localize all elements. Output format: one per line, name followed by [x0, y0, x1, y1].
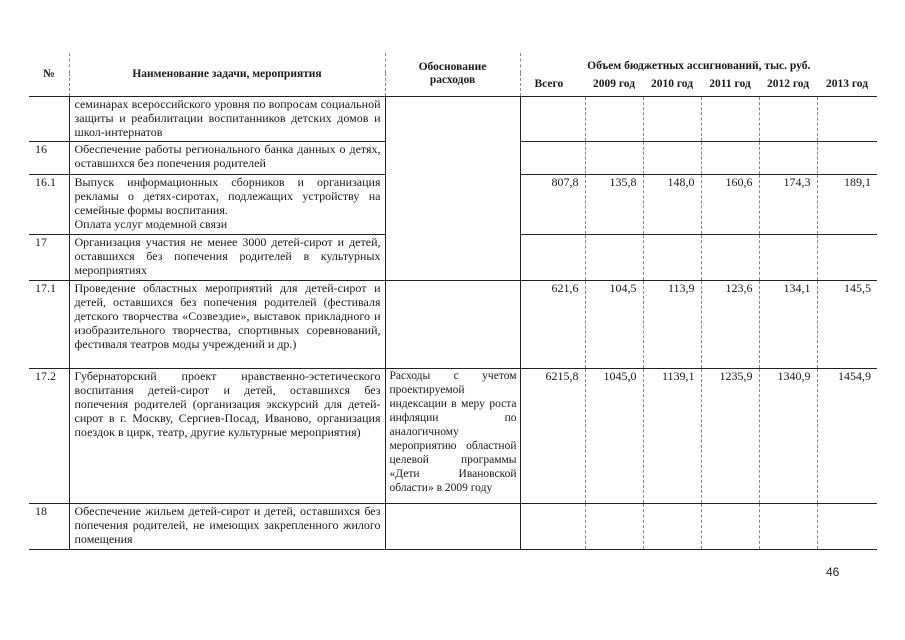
row-2013: 145,5	[817, 280, 877, 368]
row-2010	[643, 96, 701, 141]
row-2011: 123,6	[701, 280, 759, 368]
row-num	[29, 96, 69, 141]
row-2011	[701, 141, 759, 174]
budget-table	[29, 53, 877, 550]
row-name: Выпуск информационных сборников и организация рекламы о детях-сиротах, подлежащих устройству на семейные формы воспитания.	[74, 174, 381, 217]
row-2013: 1454,9	[817, 368, 877, 503]
header-budget-group: Объем бюджетных ассигнований, тыс. руб.	[520, 53, 877, 73]
row-2011: 1235,9	[701, 368, 759, 503]
row-justification: Расходы с учетом проектируемой индексации в меру роста инфляции по аналогичному мероприятию областной целевой программы «Дети Ивановской области» в 2009 году	[385, 368, 520, 503]
row-2012	[759, 141, 817, 174]
row-2009	[585, 234, 643, 280]
header-name: Наименование задачи, мероприятия	[69, 53, 385, 96]
row-total: 6215,8	[520, 368, 585, 503]
row-2011	[701, 96, 759, 141]
row-2012	[759, 503, 817, 549]
header-2009: 2009 год	[592, 77, 636, 90]
header-2010: 2010 год	[650, 77, 694, 90]
row-2009	[585, 503, 643, 549]
table-row	[29, 503, 877, 549]
row-name: Организация участия не менее 3000 детей-сирот и детей, оставшихся без попечения родителей в культурных мероприятиях	[69, 234, 385, 280]
row-total	[520, 503, 585, 549]
row-2009: 135,8	[585, 174, 643, 234]
row-total: 807,8	[520, 174, 585, 234]
row-2011	[701, 503, 759, 549]
row-2012: 1340,9	[759, 368, 817, 503]
row-2010: 148,0	[643, 174, 701, 234]
row-2013	[817, 234, 877, 280]
row-2012: 174,3	[759, 174, 817, 234]
row-2012: 134,1	[759, 280, 817, 368]
row-name-extra: Оплата услуг модемной связи	[74, 216, 228, 231]
row-2010: 1139,1	[643, 368, 701, 503]
table-row	[29, 368, 877, 503]
row-2010: 113,9	[643, 280, 701, 368]
header-num: №	[42, 67, 55, 80]
row-2009: 104,5	[585, 280, 643, 368]
table-row	[29, 280, 877, 368]
header-2011: 2011 год	[709, 77, 751, 90]
row-2012	[759, 234, 817, 280]
row-2009: 1045,0	[585, 368, 643, 503]
row-total: 621,6	[520, 280, 585, 368]
row-2009	[585, 96, 643, 141]
row-2011: 160,6	[701, 174, 759, 234]
row-2009	[585, 141, 643, 174]
row-2011	[701, 234, 759, 280]
row-2010	[643, 234, 701, 280]
row-name: Губернаторский проект нравственно-эстетического воспитания детей-сирот и детей, оставшихся без попечения родителей (организация экскурсий для детей-сирот в г. Москву, Сергиев-Посад, Иваново, организация поездок в цирк, театр, другие культурные мероприятия)	[69, 368, 385, 503]
row-2013	[817, 96, 877, 141]
row-num: 17	[35, 234, 47, 249]
row-num: 17.2	[35, 368, 56, 383]
row-justification	[385, 280, 520, 368]
row-2013	[817, 141, 877, 174]
row-num: 16	[35, 141, 47, 156]
row-name: семинарах всероссийского уровня по вопросам социальной защиты и реабилитации воспитанников детских домов и школ-интернатов	[69, 96, 385, 141]
header-total: Всего	[520, 73, 585, 96]
row-2013: 189,1	[817, 174, 877, 234]
row-total	[520, 96, 585, 141]
row-2010	[643, 503, 701, 549]
header-2013: 2013 год	[825, 77, 869, 90]
row-name: Проведение областных мероприятий для детей-сирот и детей, оставшихся без попечения родителей (фестиваля детского творчества «Созвездие», выставок прикладного и изобразительного творчества, спортивных соревнований, фестиваля театров моды учреждений и др.)	[69, 280, 385, 368]
row-total	[520, 141, 585, 174]
row-2013	[817, 503, 877, 549]
row-2010	[643, 141, 701, 174]
row-total	[520, 234, 585, 280]
row-name: Обеспечение жильем детей-сирот и детей, оставшихся без попечения родителей, не имеющих закрепленного жилого помещения	[69, 503, 385, 549]
row-num: 17.1	[35, 280, 56, 295]
row-justification	[385, 503, 520, 549]
row-num: 16.1	[35, 174, 56, 189]
row-name-cell	[69, 174, 385, 234]
header-justification: Обоснование расходов	[385, 53, 520, 96]
row-num: 18	[35, 503, 47, 518]
row-name: Обеспечение работы регионального банка данных о детях, оставшихся без попечения родителей	[69, 141, 385, 174]
header-row-top	[29, 53, 877, 73]
row-2012	[759, 96, 817, 141]
header-2012: 2012 год	[766, 77, 810, 90]
page-number: 46	[826, 565, 840, 579]
table-row	[29, 96, 877, 141]
row-justification	[385, 96, 520, 280]
